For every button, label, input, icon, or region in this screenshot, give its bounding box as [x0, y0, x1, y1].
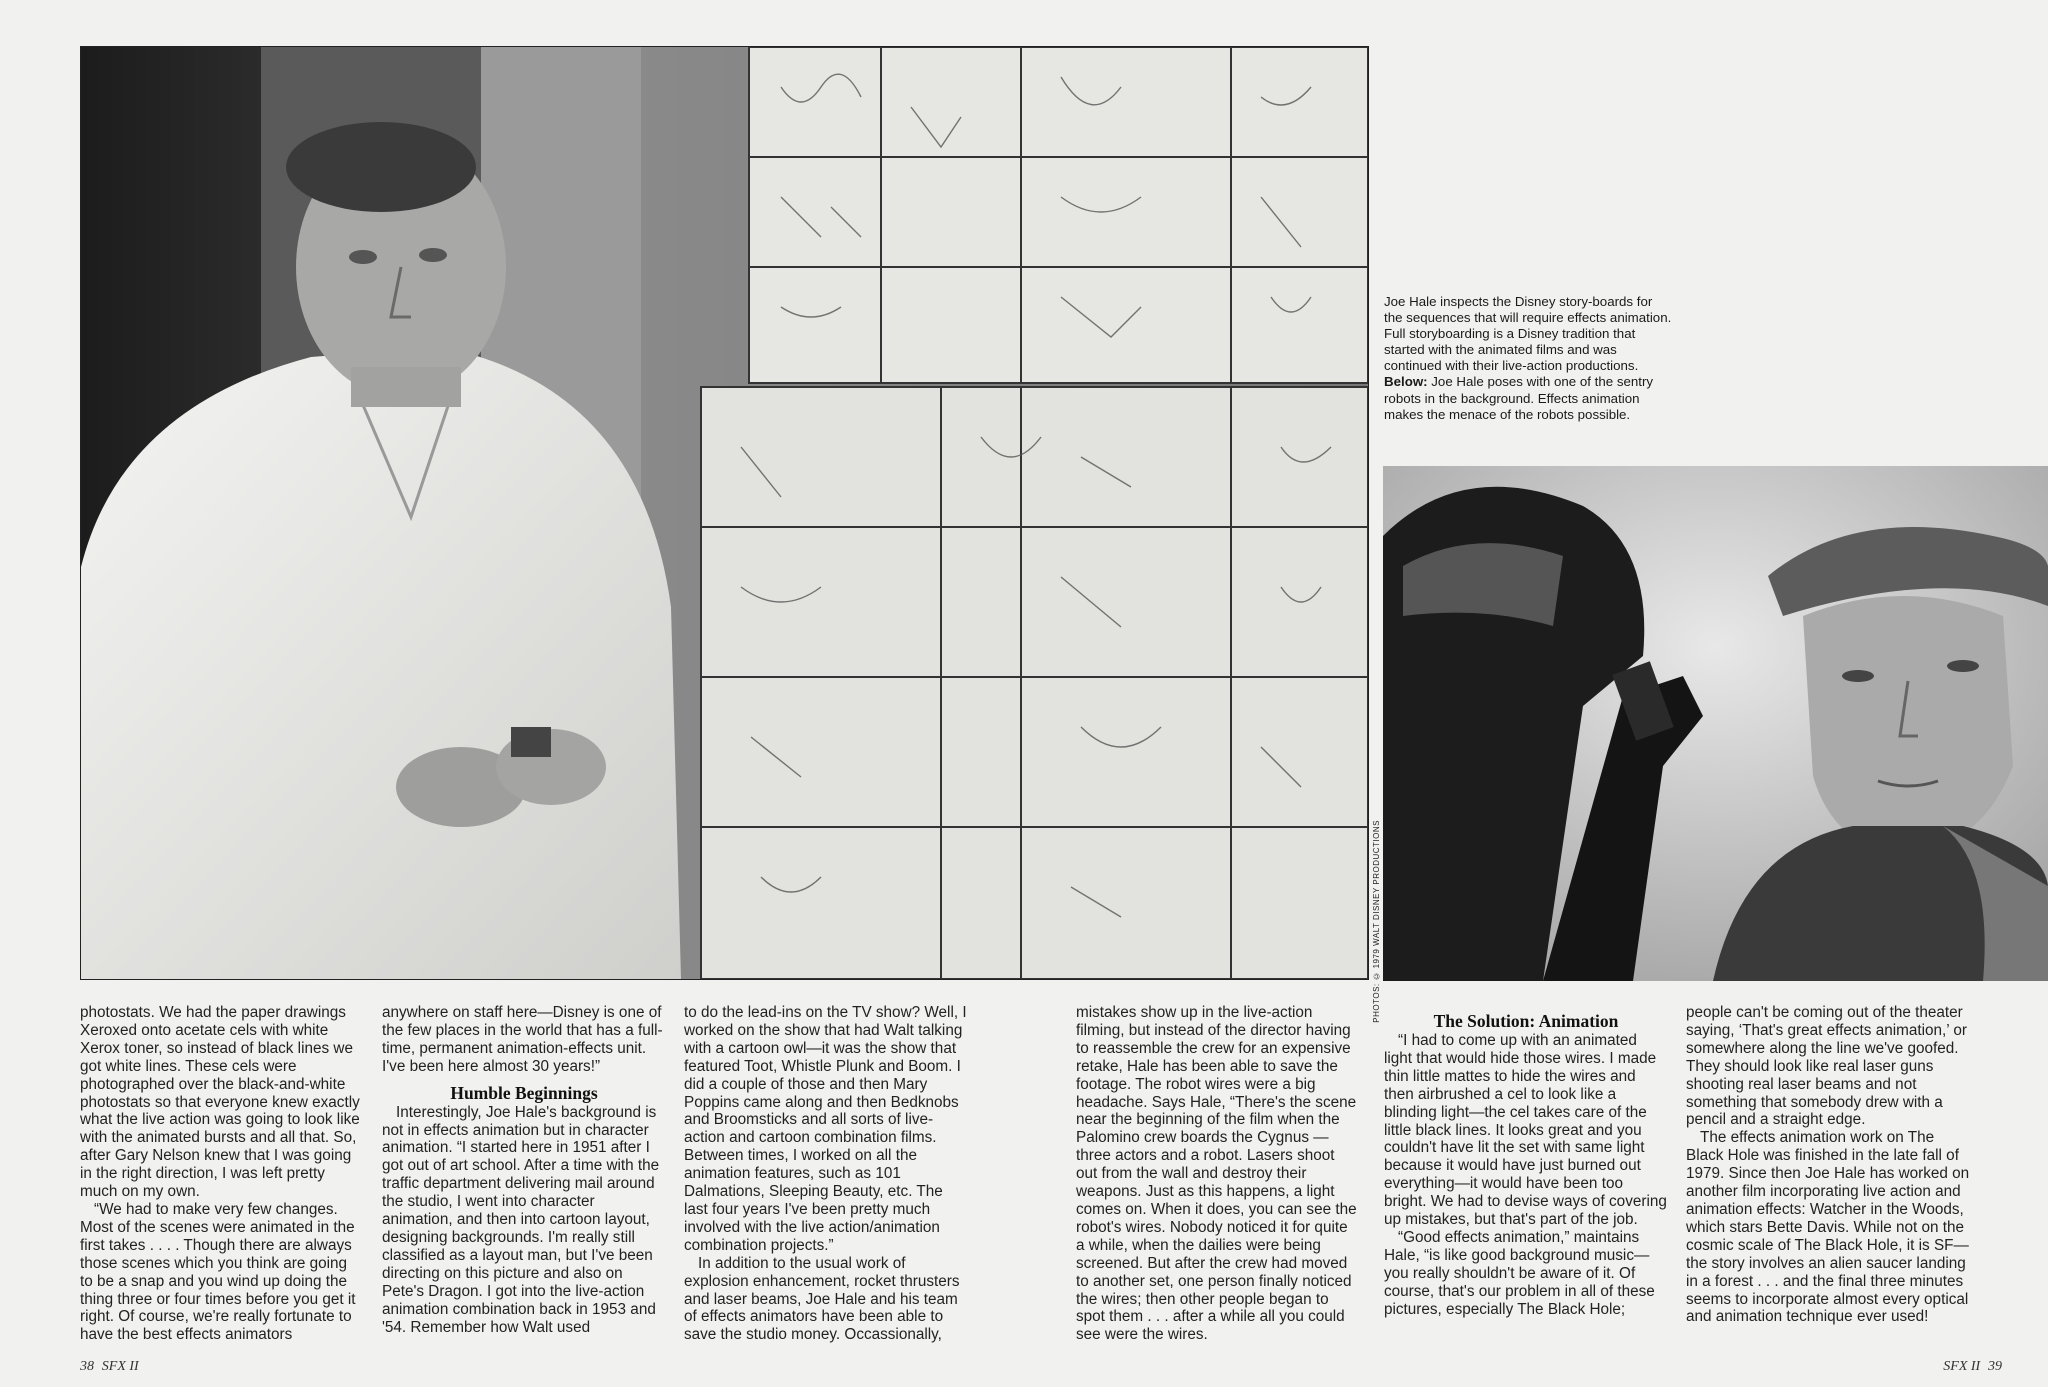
paragraph: “I had to come up with an animated light that would hide those wires. I made thin little mattes to hide the wires and then airbrushed a cel to look like a blinding light—the cel takes care of the little black lines. It looks great and you couldn't have lit the set with same light because it would have just burned out everything—it would have been too bright. We had to devise ways of covering up mistakes, but that's part of the job.: [1384, 1032, 1667, 1229]
text-column-6: [1686, 1004, 1970, 1326]
photo-joe-hale-storyboards: [80, 46, 1369, 980]
text-column-5: [1384, 1012, 1668, 1319]
robot-photo-illustration: [1383, 466, 2048, 981]
paragraph: The effects animation work on The Black Hole was finished in the late fall of 1979. Since then Joe Hale has worked on another film incorporating live action and animation effects: Watcher in the Woods, which stars Bette Davis. While not on the cosmic scale of The Black Hole, it is SF—the story involves an alien saucer landing in a forest . . . and the final three minutes seems to incorporate almost every optical and animation technique ever used!: [1686, 1129, 1970, 1326]
magazine-name-right: SFX II: [1943, 1359, 1981, 1374]
photo-joe-hale-robot: [1383, 466, 2048, 981]
paragraph: people can't be coming out of the theater saying, ‘That's great effects animation,’ or somewhere along the line we've goofed. They should look like real laser guns shooting real laser beams and not something that somebody drew with a pencil and a straight edge.: [1686, 1004, 1967, 1129]
storyboard-wall: [701, 47, 1368, 979]
paragraph: anywhere on staff here—Disney is one of the few places in the world that has a full-time, permanent animation-effects unit. I've been here almost 30 years!”: [382, 1004, 663, 1075]
paragraph: photostats. We had the paper drawings Xeroxed onto acetate cels with white Xerox toner, so instead of black lines we got white lines. These cels were photographed over the black-and-white photostats so that everyone knew exactly what the live action was going to look like with the animated bursts and all that. So, after Gary Nelson knew that I was going in the right direction, I was left pretty much on my own.: [80, 1004, 360, 1201]
photo-credit: PHOTOS: © 1979 WALT DISNEY PRODUCTIONS: [1372, 820, 1381, 1023]
page-folio-left: [80, 1357, 139, 1375]
magazine-name-left: SFX II: [101, 1359, 139, 1374]
storyboard-photo-illustration: [81, 47, 1368, 979]
subheading-solution-animation: The Solution: Animation: [1433, 1011, 1619, 1031]
paragraph: In addition to the usual work of explosion enhancement, rocket thrusters and laser beams, Joe Hale and his team of effects animators have been able to save the studio money. Occassionally,: [684, 1254, 960, 1344]
text-column-3: [684, 1004, 968, 1344]
page-number-right: 39: [1988, 1359, 2002, 1374]
text-column-2: [382, 1004, 666, 1336]
caption-text: Joe Hale inspects the Disney story-boards for the sequences that will require effects animation. Full storyboarding is a Disney tradition that started with the animated films and was continued with their live-action productions.: [1384, 294, 1672, 374]
paragraph: mistakes show up in the live-action filming, but instead of the director having to reassemble the crew for an expensive retake, Hale has been able to save the footage. The robot wires were a big headache. Says Hale, “There's the scene near the beginning of the film when the Palomino crew boards the Cygnus —three actors and a robot. Lasers shoot out from the wall and destroy their weapons. Just as this happens, a light comes on. When it does, you can see the robot's wires. Nobody noticed it for quite a while, when the dailies were being screened. But after the crew had moved to another set, one person finally noticed the wires; then other people began to spot them . . . after a while all you could see were the wires.: [1076, 1004, 1357, 1344]
caption-below-label: Below:: [1384, 374, 1428, 390]
paragraph: Interestingly, Joe Hale's background is not in effects animation but in character animation. “I started here in 1951 after I got out of art school. After a time with the traffic department delivering mail around the studio, I went into character animation, and then into cartoon layout, designing backgrounds. I'm really still classified as a layout man, but I've been directing on this picture and also on Pete's Dragon. I got into the live-action animation combination back in 1953 and '54. Remember how Walt used: [382, 1103, 660, 1336]
text-column-1: [80, 1004, 364, 1344]
subheading-humble-beginnings: Humble Beginnings: [450, 1082, 598, 1103]
caption-below-text: Joe Hale poses with one of the sentry robots in the background. Effects animation makes the menace of the robots possible.: [1384, 374, 1654, 422]
page-folio-right: [1943, 1357, 2002, 1375]
paragraph: “Good effects animation,” maintains Hale, “is like good background music—you really shouldn't be aware of it. Of course, that's our problem in all of these pictures, especially The Black Hole;: [1384, 1228, 1655, 1318]
text-column-4: [1076, 1004, 1360, 1344]
paragraph: “We had to make very few changes. Most of the scenes were animated in the first takes . . . . Though there are always those scenes which you think are going to be a snap and you wind up doing the thing three or four times before you get it right. Of course, we're really fortunate to have the best effects animators: [80, 1200, 356, 1344]
page-number-left: 38: [80, 1359, 94, 1374]
photo-caption: [1384, 294, 1674, 423]
paragraph: to do the lead-ins on the TV show? Well, I worked on the show that had Walt talking with a cartoon owl—it was the show that featured Toot, Whistle Plunk and Boom. I did a couple of those and then Mary Poppins came along and then Bedknobs and Broomsticks and all sorts of live-action and cartoon combination films. Between times, I worked on all the animation features, such as 101 Dalmations, Sleeping Beauty, etc. The last four years I've been pretty much involved with the live action/animation combination projects.”: [684, 1004, 967, 1254]
